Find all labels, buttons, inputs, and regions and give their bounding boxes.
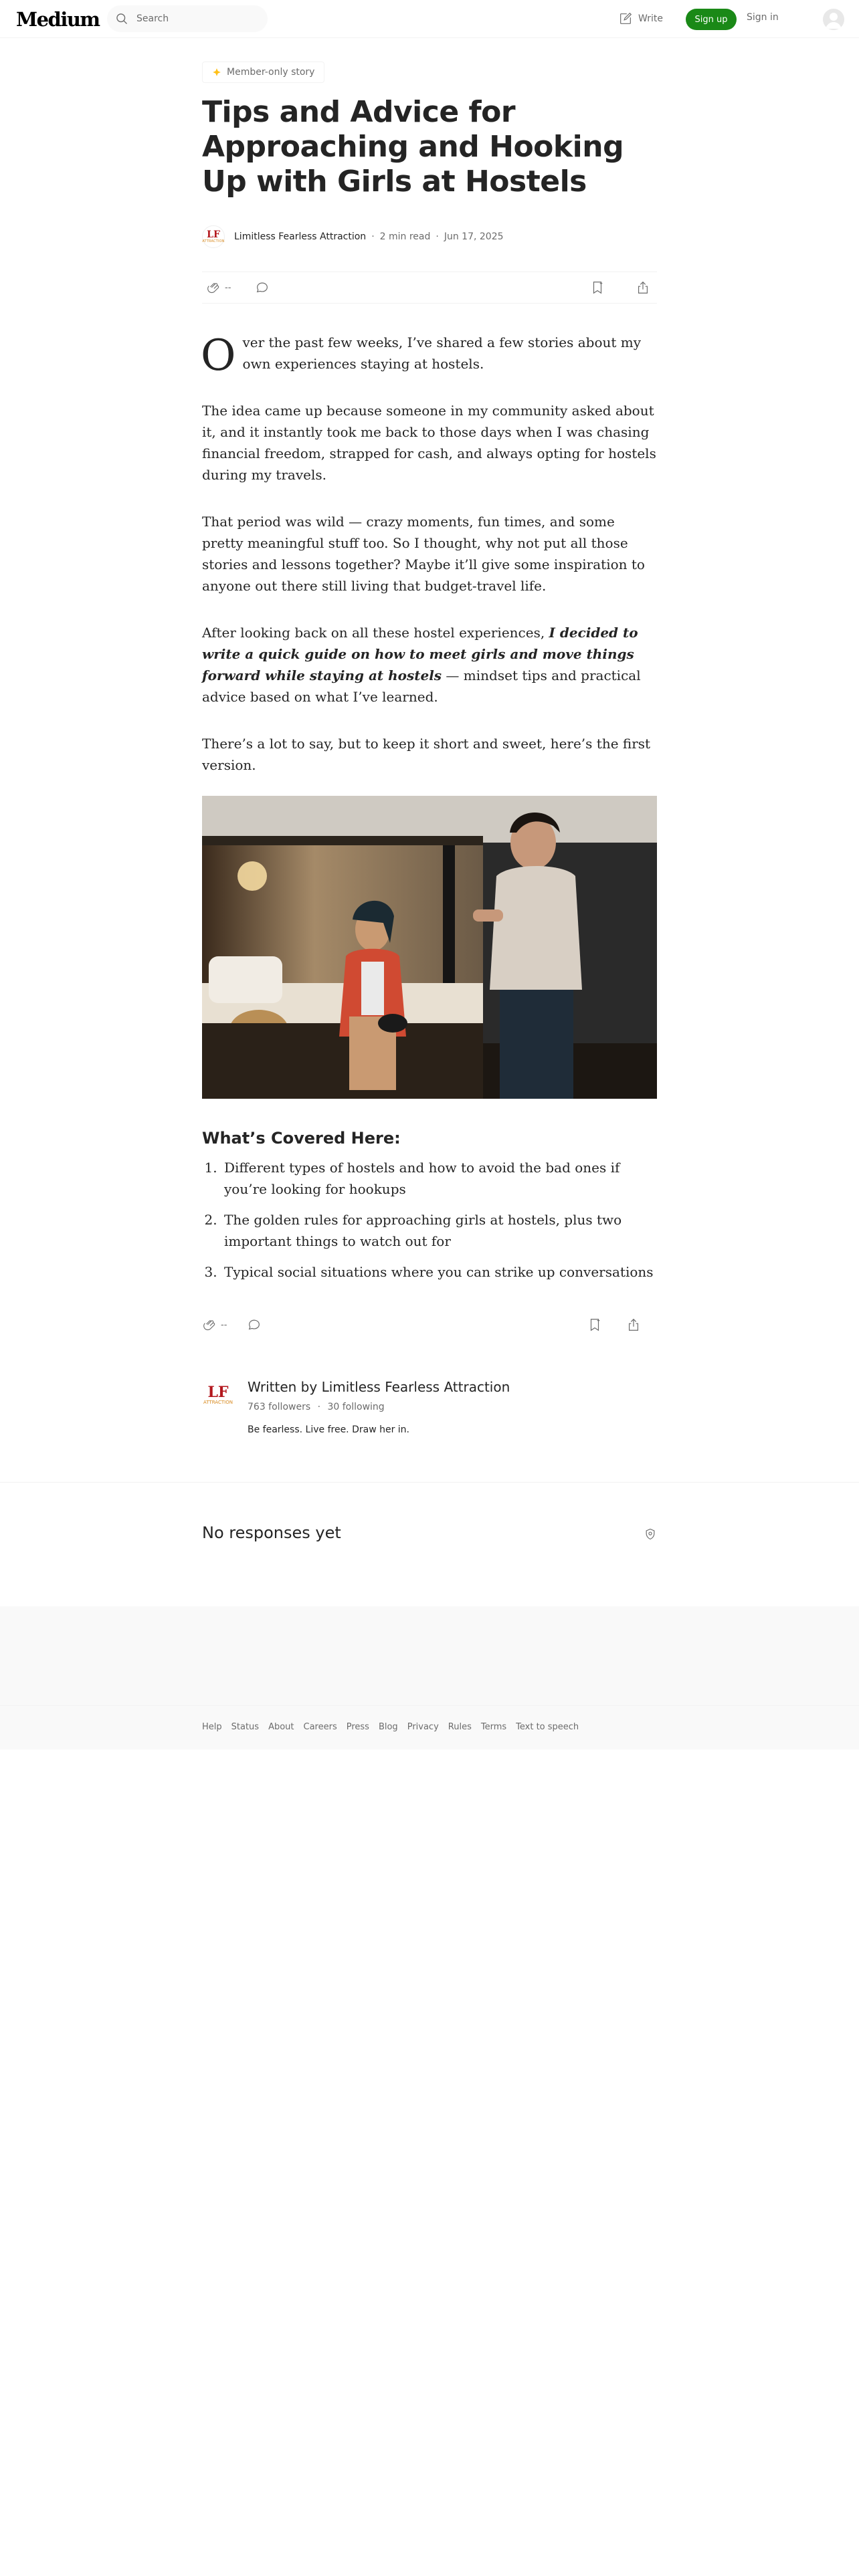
byline: LF ATTRACTION Limitless Fearless Attraction · 2 min read · Jun 17, 2025 bbox=[202, 225, 657, 249]
list-item: 1. Different types of hostels and how to avoid the bad ones if you’re looking for hookups bbox=[221, 1157, 657, 1200]
author-bio: Be fearless. Live free. Draw her in. bbox=[248, 1424, 409, 1435]
share-icon[interactable] bbox=[626, 1317, 641, 1332]
clap-icon bbox=[202, 1317, 217, 1332]
star-icon bbox=[212, 68, 221, 77]
sign-in-link[interactable]: Sign in bbox=[747, 12, 779, 23]
footer-links bbox=[202, 1722, 579, 1732]
default-avatar-icon bbox=[823, 9, 844, 30]
followers-count[interactable]: 763 followers bbox=[248, 1402, 311, 1412]
bottom-actions-bar bbox=[202, 1317, 657, 1337]
write-icon bbox=[618, 11, 633, 26]
read-time: 2 min read bbox=[379, 231, 431, 242]
covered-topics-list bbox=[202, 1157, 657, 1292]
clap-icon bbox=[206, 280, 221, 295]
top-navigation-bar bbox=[0, 0, 859, 38]
clap-count: -- bbox=[225, 282, 231, 293]
avatar-subtext: ATTRACTION bbox=[202, 239, 225, 243]
bookmark-icon[interactable] bbox=[590, 280, 605, 295]
recommendations-area bbox=[0, 1606, 859, 1705]
search-icon bbox=[115, 12, 128, 25]
bookmark-icon[interactable] bbox=[587, 1317, 602, 1332]
paragraph-1: Over the past few weeks, I’ve shared a few stories about my own experiences staying at hostels. bbox=[201, 331, 642, 381]
paragraph-3: That period was wild — crazy moments, fun times, and some pretty meaningful stuff too. So I thought, why not put all those stories and lessons together? Maybe it’ll give some inspiration to anyone out there still living that budget-travel life. bbox=[202, 514, 645, 594]
footer bbox=[0, 1705, 859, 1749]
footer-link-text-to-speech[interactable]: Text to speech bbox=[516, 1722, 579, 1732]
clap-count: -- bbox=[221, 1319, 227, 1330]
search-box[interactable] bbox=[107, 5, 268, 32]
following-count[interactable]: 30 following bbox=[327, 1402, 385, 1412]
footer-link-rules[interactable]: Rules bbox=[448, 1722, 472, 1732]
footer-link-privacy[interactable]: Privacy bbox=[407, 1722, 439, 1732]
comment-icon[interactable] bbox=[255, 280, 270, 295]
medium-logo[interactable]: Medium bbox=[16, 8, 100, 31]
clap-button-bottom[interactable] bbox=[202, 1317, 227, 1332]
author-card bbox=[202, 1376, 657, 1436]
article-actions-bar bbox=[202, 272, 657, 304]
user-avatar[interactable] bbox=[823, 9, 844, 30]
clap-button[interactable] bbox=[206, 280, 231, 295]
article-photo[interactable] bbox=[202, 796, 657, 1099]
write-button[interactable] bbox=[618, 9, 663, 28]
footer-link-help[interactable]: Help bbox=[202, 1722, 222, 1732]
article-body bbox=[202, 332, 657, 801]
footer-link-status[interactable]: Status bbox=[231, 1722, 260, 1732]
author-name-link[interactable]: Limitless Fearless Attraction bbox=[234, 231, 367, 242]
paragraph-5: There’s a lot to say, but to keep it short and sweet, here’s the first version. bbox=[202, 736, 651, 773]
share-icon[interactable] bbox=[636, 280, 650, 295]
shield-icon[interactable] bbox=[644, 1527, 657, 1541]
section-divider bbox=[0, 1482, 859, 1483]
drop-cap: O bbox=[201, 331, 236, 381]
author-avatar[interactable] bbox=[202, 225, 225, 248]
footer-link-press[interactable]: Press bbox=[346, 1722, 369, 1732]
footer-link-terms[interactable]: Terms bbox=[480, 1722, 507, 1732]
search-input[interactable] bbox=[136, 5, 264, 32]
responses-title: No responses yet bbox=[202, 1523, 341, 1542]
write-label: Write bbox=[638, 13, 663, 24]
paragraph-2: The idea came up because someone in my community asked about it, and it instantly took me back to those days when I was chasing financial freedom, strapped for cash, and always opting for hostels during my travels. bbox=[202, 403, 656, 483]
article-title: Tips and Advice for Approaching and Hooking Up with Girls at Hostels bbox=[202, 95, 624, 199]
avatar-subtext: ATTRACTION bbox=[203, 1400, 233, 1405]
hostel-photo-illustration bbox=[202, 796, 657, 1099]
comment-icon[interactable] bbox=[247, 1317, 262, 1332]
section-heading: What’s Covered Here: bbox=[202, 1129, 401, 1148]
member-only-badge bbox=[202, 62, 324, 83]
author-avatar-large[interactable] bbox=[202, 1379, 234, 1411]
written-by[interactable]: Written by Limitless Fearless Attraction bbox=[248, 1379, 510, 1395]
responses-section bbox=[202, 1523, 657, 1545]
badge-label: Member-only story bbox=[227, 67, 315, 78]
list-item: 3. Typical social situations where you can strike up conversations bbox=[221, 1261, 657, 1283]
emphasized-text: I decided to write a quick guide on how to meet girls and move things forward while staying at hostels bbox=[202, 625, 638, 683]
sign-up-button[interactable]: Sign up bbox=[686, 9, 737, 30]
list-item: 2. The golden rules for approaching girls at hostels, plus two important things to watch out for bbox=[221, 1209, 657, 1252]
footer-link-careers[interactable]: Careers bbox=[303, 1722, 337, 1732]
footer-link-blog[interactable]: Blog bbox=[378, 1722, 398, 1732]
follow-stats: 763 followers · 30 following bbox=[248, 1402, 385, 1412]
paragraph-4: After looking back on all these hostel experiences, I decided to write a quick guide on how to meet girls and move things forward while staying at hostels — mindset tips and practical advice based on what I’ve learned. bbox=[202, 625, 641, 705]
avatar-letters: LF bbox=[207, 229, 220, 240]
publish-date: Jun 17, 2025 bbox=[444, 231, 504, 242]
avatar-letters: LF bbox=[207, 1384, 229, 1401]
footer-link-about[interactable]: About bbox=[268, 1722, 294, 1732]
